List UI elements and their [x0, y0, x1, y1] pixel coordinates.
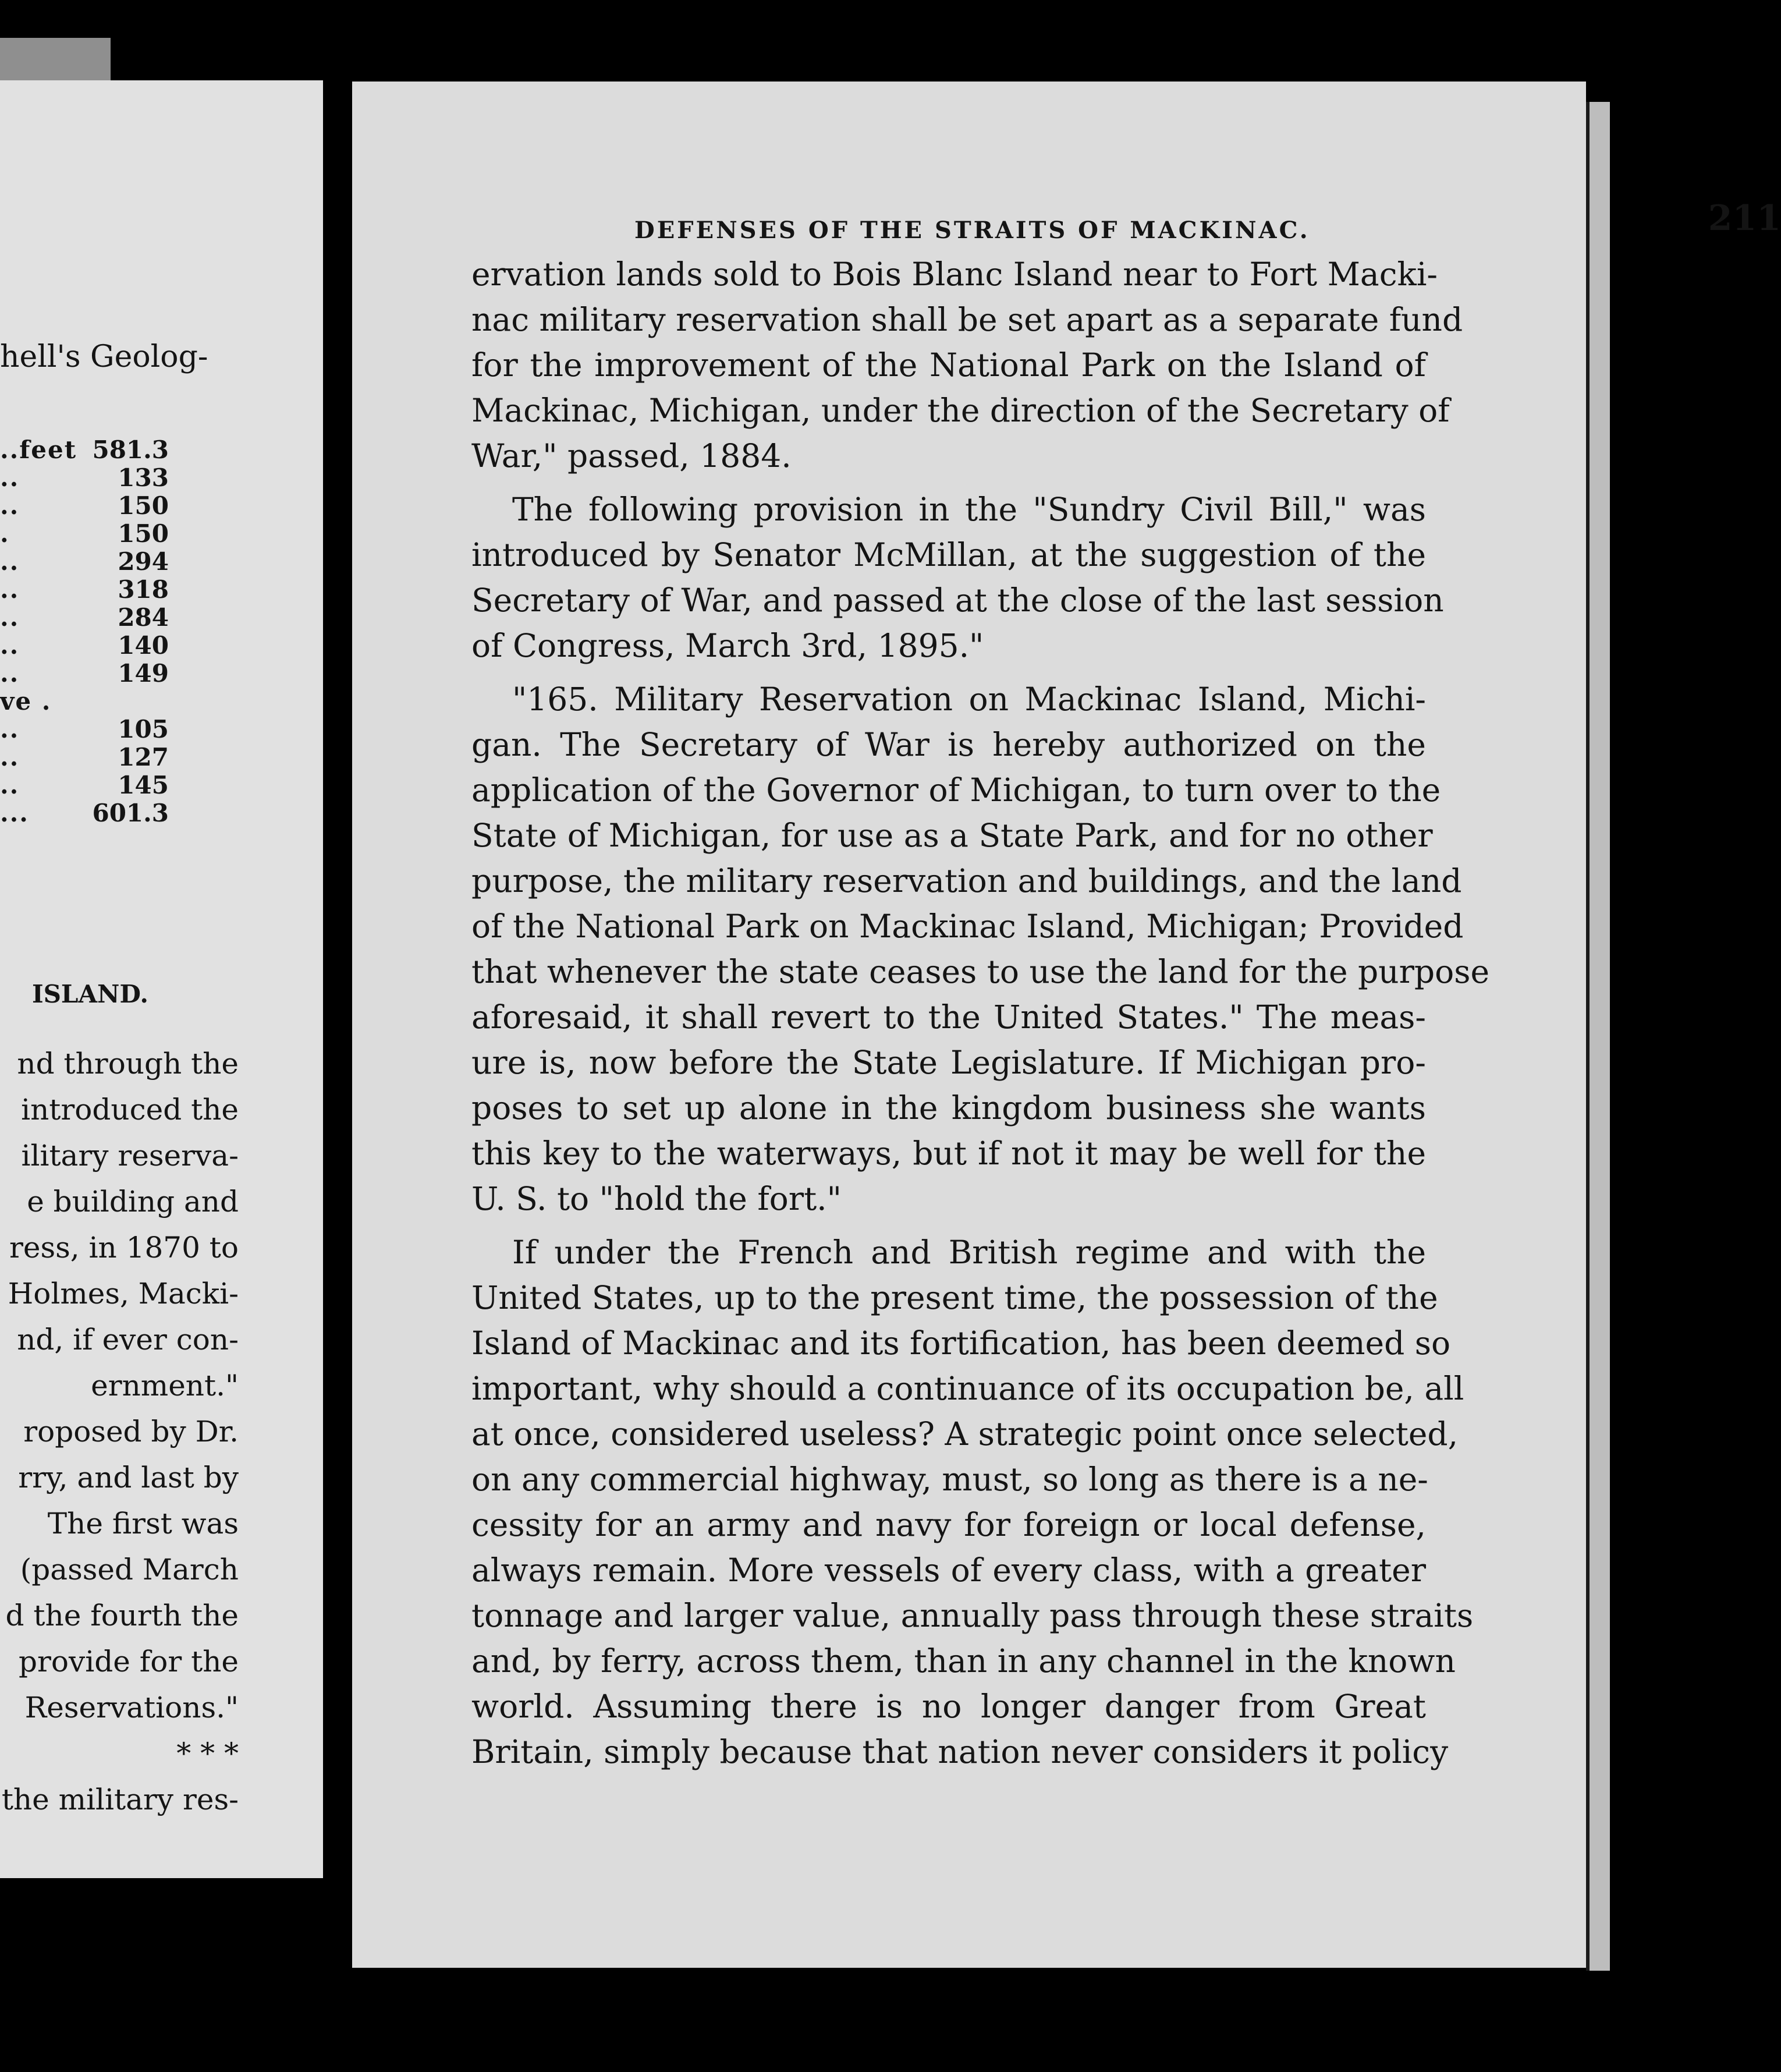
text-line: Holmes, Macki-	[8, 1277, 239, 1311]
running-head-title: DEFENSES OF THE STRAITS OF MACKINAC.	[634, 217, 1310, 244]
text-line: Britain, simply because that nation never considers it policy	[471, 1733, 1449, 1770]
text-line: Island of Mackinac and its fortification, has been deemed so	[471, 1324, 1451, 1362]
table-row-lead: ..	[0, 659, 20, 688]
table-row-lead: ...	[0, 799, 29, 827]
table-row	[0, 435, 169, 463]
text-line: provide for the	[18, 1645, 239, 1678]
left-page-body	[0, 1041, 239, 1823]
text-line: the military res-	[1, 1783, 239, 1816]
text-line: of Congress, March 3rd, 1895."	[471, 627, 984, 664]
table-row	[0, 771, 169, 799]
table-row-lead: ..	[0, 575, 20, 604]
left-page	[0, 80, 323, 1878]
text-line: aforesaid, it shall revert to the United States." The meas-	[471, 998, 1426, 1036]
table-row-lead: ..	[0, 743, 20, 771]
table-row-lead: ..	[0, 715, 20, 743]
text-line: ress, in 1870 to	[9, 1231, 239, 1265]
table-row-lead: ..	[0, 463, 20, 492]
table-row	[0, 631, 169, 659]
table-row-value: 127	[118, 743, 169, 771]
text-line: ilitary reserva-	[21, 1139, 239, 1173]
paragraph	[471, 487, 1444, 668]
table-row-value: 318	[118, 575, 169, 604]
text-line: War," passed, 1884.	[471, 437, 792, 474]
text-line: gan. The Secretary of War is hereby authorized on the	[471, 726, 1426, 763]
text-line: at once, considered useless? A strategic point once selected,	[471, 1415, 1459, 1453]
text-line: U. S. to "hold the fort."	[471, 1180, 842, 1217]
table-row	[0, 743, 169, 771]
table-row-lead: ..	[0, 491, 20, 520]
table-row-lead: ve .	[0, 687, 52, 716]
table-row	[0, 547, 169, 575]
text-line: always remain. More vessels of every class, with a greater	[471, 1552, 1426, 1589]
paragraph-gap	[471, 668, 1426, 677]
text-line: world. Assuming there is no longer danger from Great	[471, 1688, 1426, 1725]
table-row	[0, 659, 169, 687]
text-line: ervation lands sold to Bois Blanc Island near to Fort Macki-	[471, 256, 1438, 293]
text-line: * * *	[176, 1737, 239, 1770]
table-row	[0, 575, 169, 603]
table-row-value: 581.3	[92, 435, 169, 464]
text-line: cessity for an army and navy for foreign or local defense,	[471, 1506, 1426, 1543]
page-edge	[1586, 102, 1610, 1971]
text-line: ure is, now before the State Legislature. If Michigan pro-	[471, 1044, 1426, 1081]
table-row-lead: .	[0, 519, 10, 548]
table-row-lead: ..	[0, 603, 20, 632]
text-line: of the National Park on Mackinac Island, Michigan; Provided	[471, 908, 1464, 945]
text-line: State of Michigan, for use as a State Park, and for no other	[471, 817, 1433, 854]
table-row-value: 150	[118, 491, 169, 520]
text-line: nac military reservation shall be set apart as a separate fund	[471, 301, 1463, 338]
text-line: Mackinac, Michigan, under the direction of the Secretary of	[471, 392, 1450, 429]
left-page-heading-fragment: hell's Geolog-	[0, 339, 208, 374]
paragraph-gap	[471, 1221, 1426, 1230]
table-row-lead: ..feet	[0, 435, 77, 464]
paragraph-gap	[471, 479, 1426, 487]
table-row-lead: ..	[0, 771, 20, 799]
text-line: for the improvement of the National Park on the Island of	[471, 346, 1426, 384]
table-row	[0, 463, 169, 491]
text-line: purpose, the military reservation and buildings, and the land	[471, 862, 1462, 899]
table-row-value: 601.3	[92, 799, 169, 827]
text-line: introduced by Senator McMillan, at the suggestion of the	[471, 536, 1426, 573]
text-line: "165. Military Reservation on Mackinac Island, Michi-	[512, 681, 1426, 718]
paragraph	[471, 1230, 1474, 1775]
table-row	[0, 799, 169, 827]
text-line: this key to the waterways, but if not it may be well for the	[471, 1135, 1426, 1172]
text-line: roposed by Dr.	[23, 1415, 239, 1448]
text-line: e building and	[27, 1185, 239, 1219]
text-line: United States, up to the present time, the possession of the	[471, 1279, 1438, 1316]
text-line: important, why should a continuance of its occupation be, all	[471, 1370, 1464, 1407]
text-line: rry, and last by	[18, 1461, 239, 1494]
text-line: that whenever the state ceases to use the land for the purpose	[471, 953, 1489, 990]
table-row	[0, 491, 169, 519]
page-number: 211	[1708, 198, 1781, 239]
text-line: poses to set up alone in the kingdom business she wants	[471, 1089, 1426, 1127]
text-line: introduced the	[21, 1093, 239, 1127]
table-row	[0, 715, 169, 743]
table-row-value: 294	[118, 547, 169, 576]
table-row-value: 149	[118, 659, 169, 688]
paragraph	[471, 677, 1489, 1221]
elevation-table	[0, 435, 169, 827]
table-row-lead: ..	[0, 547, 20, 576]
table-row-lead: ..	[0, 631, 20, 660]
table-row	[0, 603, 169, 631]
table-row-value: 140	[118, 631, 169, 660]
text-line: The first was	[47, 1507, 239, 1540]
text-line: ernment."	[91, 1369, 239, 1402]
page-gutter	[323, 80, 352, 1878]
text-line: nd through the	[17, 1047, 239, 1081]
text-line: Reservations."	[24, 1691, 239, 1724]
paragraph	[471, 252, 1463, 479]
text-line: (passed March	[20, 1553, 239, 1586]
table-row-value: 284	[118, 603, 169, 632]
text-line: If under the French and British regime and with the	[512, 1234, 1426, 1271]
table-row-value: 133	[118, 463, 169, 492]
right-page	[352, 82, 1781, 1968]
table-row-value: 105	[118, 715, 169, 743]
table-row-value: 145	[118, 771, 169, 799]
table-row	[0, 519, 169, 547]
text-line: tonnage and larger value, annually pass through these straits	[471, 1597, 1474, 1634]
text-line: on any commercial highway, must, so long as there is a ne-	[471, 1461, 1428, 1498]
table-row-value: 150	[118, 519, 169, 548]
section-heading: ISLAND.	[31, 980, 148, 1008]
text-line: d the fourth the	[5, 1599, 239, 1632]
table-row	[0, 687, 169, 715]
body-text	[471, 252, 1489, 1775]
text-line: nd, if ever con-	[17, 1323, 239, 1356]
text-line: The following provision in the "Sundry Civil Bill," was	[512, 491, 1426, 528]
text-line: Secretary of War, and passed at the close of the last session	[471, 582, 1444, 619]
text-line: application of the Governor of Michigan, to turn over to the	[471, 771, 1441, 809]
text-line: and, by ferry, across them, than in any channel in the known	[471, 1642, 1456, 1680]
